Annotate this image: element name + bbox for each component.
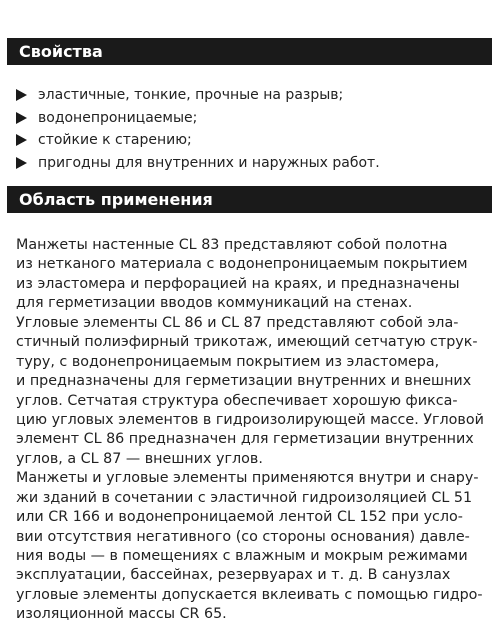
text-line: ния воды — в помещениях с влажным и мокрым режимами: [16, 548, 468, 564]
triangle-bullet-icon: [16, 89, 27, 101]
properties-list: [16, 84, 496, 174]
list-item-text: водонепроницаемые;: [38, 109, 198, 126]
triangle-bullet-icon: [16, 134, 27, 146]
text-line: угловые элементы допускается вклеивать с помощью гидро-: [16, 586, 483, 603]
properties-heading: Свойства: [7, 38, 492, 65]
text-line: Манжеты настенные CL 83 представляют собой полотна: [16, 237, 448, 253]
text-line: элемент CL 86 предназначен для герметизации внутренних: [16, 431, 474, 448]
text-line: Угловые элементы CL 86 и CL 87 представляют собой эла-: [16, 314, 459, 331]
text-line: Манжеты и угловые элементы применяются внутри и снару-: [16, 470, 479, 487]
list-item-text: пригодны для внутренних и наружных работ.: [38, 154, 380, 171]
list-item-text: стойкие к старению;: [38, 132, 192, 149]
text-line: углов. Сетчатая структура обеспечивает хорошую фикса-: [16, 392, 458, 409]
text-line: изоляционной массы CR 65.: [16, 606, 227, 623]
triangle-bullet-icon: [16, 112, 27, 124]
list-item: [16, 129, 496, 152]
list-item: [16, 152, 496, 175]
text-line: цию угловых элементов в гидроизолирующей массе. Угловой: [16, 411, 484, 428]
list-item: [16, 107, 496, 130]
triangle-bullet-icon: [16, 157, 27, 169]
text-line: эксплуатации, бассейнах, резервуарах и т. д. В санузлах: [16, 567, 451, 584]
text-line: и предназначены для герметизации внутренних и внешних: [16, 373, 472, 390]
text-line: углов, а CL 87 — внешних углов.: [16, 450, 263, 467]
list-item: [16, 84, 496, 107]
text-line: жи зданий в сочетании с эластичной гидроизоляцией CL 51: [16, 489, 473, 506]
text-line: из эластомера и перфорацией на краях, и предназначены: [16, 275, 460, 292]
usage-heading: Область применения: [7, 186, 492, 213]
text-line: стичный полиэфирный трикотаж, имеющий сетчатую струк-: [16, 334, 478, 351]
text-line: или CR 166 и водонепроницаемой лентой CL 152 при усло-: [16, 509, 463, 526]
text-line: туру, с водонепроницаемым покрытием из эластомера,: [16, 353, 440, 370]
text-line: вии отсутствия негативного (со стороны основания) давле-: [16, 528, 470, 545]
usage-text: [16, 236, 488, 625]
text-line: из нетканого материала с водонепроницаемым покрытием: [16, 256, 468, 273]
text-line: для герметизации вводов коммуникаций на стенах.: [16, 295, 413, 312]
list-item-text: эластичные, тонкие, прочные на разрыв;: [38, 87, 344, 104]
